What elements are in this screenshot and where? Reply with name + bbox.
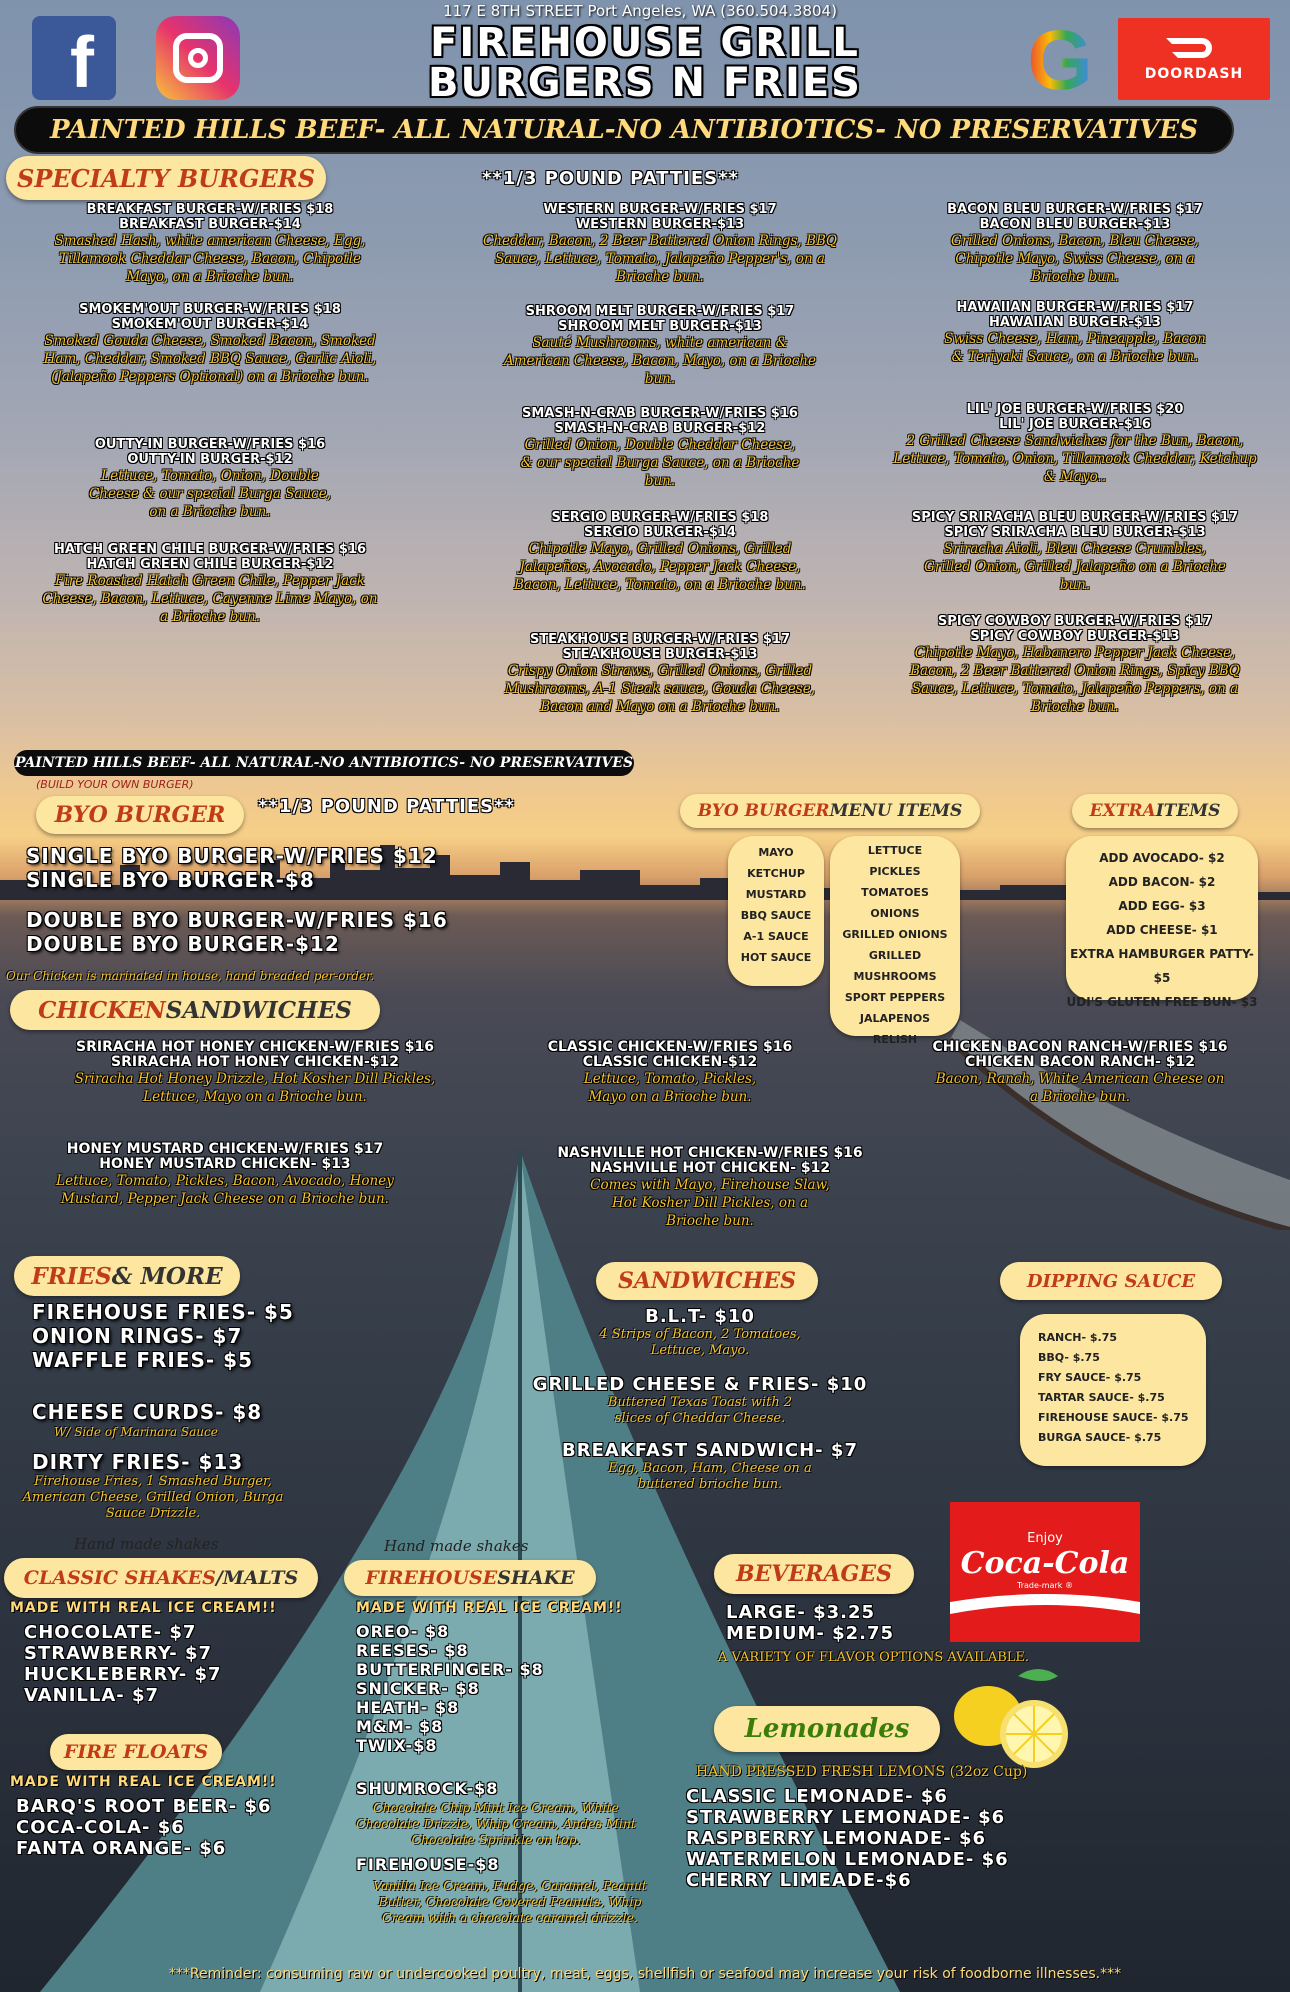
menu-item: BREAKFAST BURGER-W/FRIES $18 BREAKFAST BURGER-$14 Smashed Hash, white american Cheese, Egg, Tillamook Cheddar Cheese, Bacon, Chipotle Mayo, on a Brioche bun. [54, 202, 366, 285]
shake-item: M&M- $8 [356, 1717, 444, 1736]
byo-menu-title: BYO BURGER MENU ITEMS [680, 794, 980, 828]
dirty-fries: DIRTY FRIES- $13 [32, 1450, 244, 1474]
beverages-title: BEVERAGES [714, 1554, 914, 1594]
topping-item: PICKLES [869, 865, 921, 878]
byo-items [26, 844, 448, 956]
lemons-icon [948, 1666, 1082, 1774]
instagram-logo-icon[interactable] [156, 16, 240, 100]
classic-shakes-title: CLASSIC SHAKES /MALTS [4, 1558, 318, 1598]
dipping-title: DIPPING SAUCE [1000, 1262, 1222, 1300]
topping-item: LETTUCE [867, 844, 923, 857]
menu-item: SPICY COWBOY BURGER-W/FRIES $17 SPICY COWBOY BURGER-$13 Chipotle Mayo, Habanero Pepper Jack Cheese, Bacon, 2 Beer Battered Onion Rings, Spicy BBQ Sauce, Lettuce, Tomato, Jalapeño Peppers, on a Brioche bun. [910, 614, 1240, 715]
sauce-item: A-1 SAUCE [743, 930, 809, 943]
lemonade-item: WATERMELON LEMONADE- $6 [686, 1849, 1009, 1870]
dipping-item: RANCH- $.75 [1038, 1331, 1118, 1344]
extra-items-box [1066, 836, 1258, 1009]
coke-enjoy: Enjoy [1027, 1530, 1063, 1546]
menu-item: WESTERN BURGER-W/FRIES $17 WESTERN BURGER-$13 Cheddar, Bacon, 2 Beer Battered Onion Rings, BBQ Sauce, Lettuce, Tomato, Jalapeño Pepper's, on a Brioche bun. [483, 202, 837, 285]
dipping-item: FIREHOUSE SAUCE- $.75 [1038, 1411, 1189, 1424]
sauce-item: BBQ SAUCE [740, 909, 812, 922]
floats-items [16, 1796, 272, 1859]
cheese-curds-note: W/ Side of Marinara Sauce [54, 1425, 218, 1439]
dipping-item: BBQ- $.75 [1038, 1351, 1100, 1364]
menu-item: HATCH GREEN CHILE BURGER-W/FRIES $16 HATCH GREEN CHILE BURGER-$12 Fire Roasted Hatch Green Chile, Pepper Jack Cheese, Bacon, Lettuce, Cayenne Lime Mayo, on a Brioche bun. [42, 542, 378, 625]
topping-item: JALAPENOS [859, 1012, 931, 1025]
menu-item: SMASH-N-CRAB BURGER-W/FRIES $16 SMASH-N-CRAB BURGER-$12 Grilled Onion, Double Cheddar Cheese, & our special Burga Sauce, on a Brioche bun. [520, 406, 800, 489]
sandwich-grilled-cheese: GRILLED CHEESE & FRIES- $10 Buttered Texas Toast with 2 slices of Cheddar Cheese. [532, 1374, 868, 1426]
extra-item: ADD CHEESE- $1 [1106, 923, 1218, 937]
byo-banner: PAINTED HILLS BEEF- ALL NATURAL-NO ANTIBIOTICS- NO PRESERVATIVES [14, 750, 634, 776]
topping-item: TOMATOES [861, 886, 929, 899]
extra-item: EXTRA HAMBURGER PATTY- $5 [1070, 947, 1254, 985]
hand-made-label-2: Hand made shakes [384, 1537, 529, 1555]
shake-item: HEATH- $8 [356, 1698, 460, 1717]
topping-item: SPORT PEPPERS [844, 991, 946, 1004]
doordash-logo-icon[interactable] [1118, 18, 1270, 100]
lemonades-note: HAND PRESSED FRESH LEMONS (32oz Cup) [696, 1764, 1028, 1780]
byo-toppings-box [830, 836, 960, 1046]
menu-item: SMOKEM'OUT BURGER-W/FRIES $18 SMOKEM'OUT BURGER-$14 Smoked Gouda Cheese, Smoked Bacon, Smoked Ham, Cheddar, Smoked BBQ Sauce, Garlic Aioli, (Jalapeño Peppers Optional) on a Brioche bun. [43, 302, 377, 385]
sandwiches-title: SANDWICHES [596, 1262, 818, 1300]
chicken-title: CHICKEN SANDWICHES [10, 990, 380, 1030]
fries-items [32, 1300, 294, 1372]
restaurant-name-line1: FIREHOUSE GRILL [430, 20, 860, 66]
address-phone: 117 E 8TH STREET Port Angeles, WA (360.504.3804) [443, 2, 837, 20]
beverage-item: MEDIUM- $2.75 [726, 1623, 895, 1644]
chicken-item: SRIRACHA HOT HONEY CHICKEN-W/FRIES $16 SRIRACHA HOT HONEY CHICKEN-$12 Sriracha Hot Honey Drizzle, Hot Kosher Dill Pickles, Lettuce, Mayo on a Brioche bun. [74, 1039, 436, 1105]
coke-trademark: Trade-mark ® [1017, 1580, 1073, 1590]
shake-item: STRAWBERRY- $7 [24, 1643, 213, 1664]
facebook-logo-icon[interactable] [32, 16, 116, 103]
specialty-col2 [460, 202, 860, 716]
byo-patties: **1/3 POUND PATTIES** [258, 796, 515, 817]
beverage-item: LARGE- $3.25 [726, 1602, 876, 1623]
shake-item: SNICKER- $8 [356, 1679, 480, 1698]
lemonade-item: CLASSIC LEMONADE- $6 [686, 1786, 948, 1807]
chicken-item: HONEY MUSTARD CHICKEN-W/FRIES $17 HONEY MUSTARD CHICKEN- $13 Lettuce, Tomato, Pickles, Bacon, Avocado, Honey Mustard, Pepper Jack Cheese on a Brioche bun. [56, 1141, 394, 1207]
lemonades-title: Lemonades [714, 1706, 940, 1752]
fire-floats-title: FIRE FLOATS [50, 1734, 222, 1770]
extra-items-title: EXTRA ITEMS [1072, 794, 1238, 828]
menu-item: SHROOM MELT BURGER-W/FRIES $17 SHROOM MELT BURGER-$13 Sauté Mushrooms, white american & American Cheese, Bacon, Mayo, on a Brioche bun. [503, 304, 817, 387]
chicken-item: CHICKEN BACON RANCH-W/FRIES $16 CHICKEN BACON RANCH- $12 Bacon, Ranch, White American Cheese on a Brioche bun. [932, 1039, 1228, 1105]
menu-item: LIL' JOE BURGER-W/FRIES $20 LIL' JOE BURGER-$16 2 Grilled Cheese Sandwiches for the Bun, Bacon, Lettuce, Tomato, Onion, Tillamook Cheddar, Ketchup & Mayo.. [893, 402, 1257, 485]
google-letter: G [1027, 12, 1093, 107]
sandwich-blt: B.L.T- $10 4 Strips of Bacon, 2 Tomatoes, Lettuce, Mayo. [599, 1306, 801, 1358]
lemonade-item: STRAWBERRY LEMONADE- $6 [686, 1807, 1006, 1828]
hand-made-label: Hand made shakes [74, 1535, 219, 1553]
classic-shakes-items [24, 1622, 222, 1706]
dirty-fries-note: Firehouse Fries, 1 Smashed Burger, American Cheese, Grilled Onion, Burga Sauce Drizzle. [22, 1474, 284, 1521]
firehouse-special-shake: FIREHOUSE-$8 [356, 1855, 500, 1874]
shumrock-note: Chocolate Chip Mint Ice Cream, White Chocolate Drizzle, Whip Cream, Andes Mint Chocolate Sprinkle on top. [356, 1800, 636, 1847]
menu-item: BACON BLEU BURGER-W/FRIES $17 BACON BLEU BURGER-$13 Grilled Onions, Bacon, Bleu Cheese, Chipotle Mayo, Swiss Cheese, on a Brioche bun. [947, 202, 1203, 285]
extra-item: UDI'S GLUTEN FREE BUN- $3 [1066, 995, 1258, 1009]
specialty-patties: **1/3 POUND PATTIES** [482, 168, 739, 189]
firehouse-special-note: Vanilla Ice Cream, Fudge, Caramel, Peanut Butter, Chocolate Covered Peanuts, Whip Cream with a chocolate caramel drizzle. [373, 1878, 647, 1925]
specialty-col1 [20, 202, 400, 626]
byo-item: SINGLE BYO BURGER-$8 [26, 868, 315, 892]
menu-item: OUTTY-IN BURGER-W/FRIES $16 OUTTY-IN BURGER-$12 Lettuce, Tomato, Onion, Double Cheese & our special Burga Sauce, on a Brioche bun. [88, 437, 332, 520]
specialty-title: SPECIALTY BURGERS [6, 156, 326, 200]
float-item: BARQ'S ROOT BEER- $6 [16, 1796, 272, 1817]
main-banner: PAINTED HILLS BEEF- ALL NATURAL-NO ANTIBIOTICS- NO PRESERVATIVES [14, 106, 1234, 154]
coke-wave-icon [950, 1590, 1140, 1614]
byo-item: DOUBLE BYO BURGER-$12 [26, 932, 340, 956]
shake-item: TWIX-$8 [356, 1736, 438, 1755]
lemonade-item: CHERRY LIMEADE-$6 [686, 1870, 912, 1891]
topping-item: RELISH [872, 1033, 918, 1046]
classic-real-ice-cream: MADE WITH REAL ICE CREAM!! [10, 1600, 277, 1616]
extra-item: ADD BACON- $2 [1108, 875, 1216, 889]
shake-item: OREO- $8 [356, 1622, 450, 1641]
facebook-letter: f [70, 23, 94, 103]
google-logo-icon[interactable] [1018, 12, 1102, 107]
byo-note: (BUILD YOUR OWN BURGER) [36, 778, 194, 791]
topping-item: GRILLED ONIONS [842, 928, 948, 941]
shumrock-shake: SHUMROCK-$8 [356, 1779, 499, 1798]
shake-item: VANILLA- $7 [24, 1685, 160, 1706]
fries-item: WAFFLE FRIES- $5 [32, 1348, 253, 1372]
doordash-label: DOORDASH [1144, 66, 1244, 82]
fries-title: FRIES & MORE [14, 1256, 240, 1296]
topping-item: GRILLED MUSHROOMS [853, 949, 937, 983]
byo-item: SINGLE BYO BURGER-W/FRIES $12 [26, 844, 438, 868]
lemonades-items [686, 1786, 1009, 1891]
dipping-item: BURGA SAUCE- $.75 [1038, 1431, 1162, 1444]
byo-sauces-box [728, 836, 824, 986]
chicken-note: Our Chicken is marinated in house, hand breaded per-order. [6, 969, 375, 983]
coke-brand: Coca-Cola [960, 1545, 1130, 1581]
specialty-col3 [880, 202, 1270, 716]
menu-item: SPICY SRIRACHA BLEU BURGER-W/FRIES $17 SPICY SRIRACHA BLEU BURGER-$13 Sriracha Aioli, Bleu Cheese Crumbles, Grilled Onion, Grilled Jalapeño on a Brioche bun. [911, 510, 1239, 593]
menu-item: SERGIO BURGER-W/FRIES $18 SERGIO BURGER-$14 Chipotle Mayo, Grilled Onions, Grilled Jalapeños, Avocado, Pepper Jack Cheese, Bacon, Lettuce, Tomato, on a Brioche bun. [514, 510, 806, 593]
doordash-dash-icon [1164, 36, 1224, 60]
beverages-note: A VARIETY OF FLAVOR OPTIONS AVAILABLE. [718, 1650, 1030, 1665]
fries-item: ONION RINGS- $7 [32, 1324, 243, 1348]
lemonade-item: RASPBERRY LEMONADE- $6 [686, 1828, 986, 1849]
menu-item: HAWAIIAN BURGER-W/FRIES $17 HAWAIIAN BURGER-$13 Swiss Cheese, Ham, Pineapple, Bacon & Teriyaki Sauce, on a Brioche bun. [944, 300, 1206, 365]
float-item: FANTA ORANGE- $6 [16, 1838, 227, 1859]
restaurant-name-line2: BURGERS N FRIES [427, 60, 862, 106]
chicken-item: CLASSIC CHICKEN-W/FRIES $16 CLASSIC CHICKEN-$12 Lettuce, Tomato, Pickles, Mayo on a Brioche bun. [547, 1039, 793, 1105]
byo-item: DOUBLE BYO BURGER-W/FRIES $16 [26, 908, 448, 932]
coca-cola-logo-icon [950, 1502, 1140, 1642]
dipping-item: FRY SAUCE- $.75 [1038, 1371, 1142, 1384]
float-item: COCA-COLA- $6 [16, 1817, 185, 1838]
fire-real-ice-cream: MADE WITH REAL ICE CREAM!! [356, 1600, 623, 1616]
food-safety-reminder: ***Reminder: consuming raw or undercooked poultry, meat, eggs, shellfish or seafood may increase your risk of foodborne illnesses.*** [168, 1966, 1122, 1982]
fries-item: FIREHOUSE FRIES- $5 [32, 1300, 294, 1324]
shake-item: CHOCOLATE- $7 [24, 1622, 197, 1643]
firehouse-shake-title: FIREHOUSE SHAKE [344, 1560, 596, 1596]
dipping-item: TARTAR SAUCE- $.75 [1038, 1391, 1165, 1404]
chicken-item: NASHVILLE HOT CHICKEN-W/FRIES $16 NASHVILLE HOT CHICKEN- $12 Comes with Mayo, Firehouse Slaw, Hot Kosher Dill Pickles, on a Brioche bun. [557, 1145, 863, 1229]
floats-real-ice-cream: MADE WITH REAL ICE CREAM!! [10, 1774, 277, 1790]
shake-item: HUCKLEBERRY- $7 [24, 1664, 222, 1685]
topping-item: ONIONS [870, 907, 920, 920]
byo-title: BYO BURGER [36, 796, 244, 834]
sauce-item: HOT SAUCE [740, 951, 812, 964]
beverages-items [726, 1602, 894, 1644]
sandwich-breakfast: BREAKFAST SANDWICH- $7 Egg, Bacon, Ham, Cheese on a buttered brioche bun. [562, 1440, 858, 1492]
sauce-item: MAYO [758, 846, 794, 859]
shake-item: BUTTERFINGER- $8 [356, 1660, 544, 1679]
firehouse-shake-items [356, 1622, 544, 1755]
menu-item: STEAKHOUSE BURGER-W/FRIES $17 STEAKHOUSE BURGER-$13 Crispy Onion Straws, Grilled Onions, Grilled Mushrooms, A-1 Steak sauce, Gouda Cheese, Bacon and Mayo on a Brioche bun. [504, 632, 816, 715]
extra-item: ADD EGG- $3 [1118, 899, 1206, 913]
sauce-item: KETCHUP [747, 867, 805, 880]
extra-item: ADD AVOCADO- $2 [1099, 851, 1225, 865]
dipping-box [1020, 1314, 1206, 1466]
cheese-curds: CHEESE CURDS- $8 [32, 1400, 263, 1424]
sauce-item: MUSTARD [745, 888, 807, 901]
shake-item: REESES- $8 [356, 1641, 469, 1660]
